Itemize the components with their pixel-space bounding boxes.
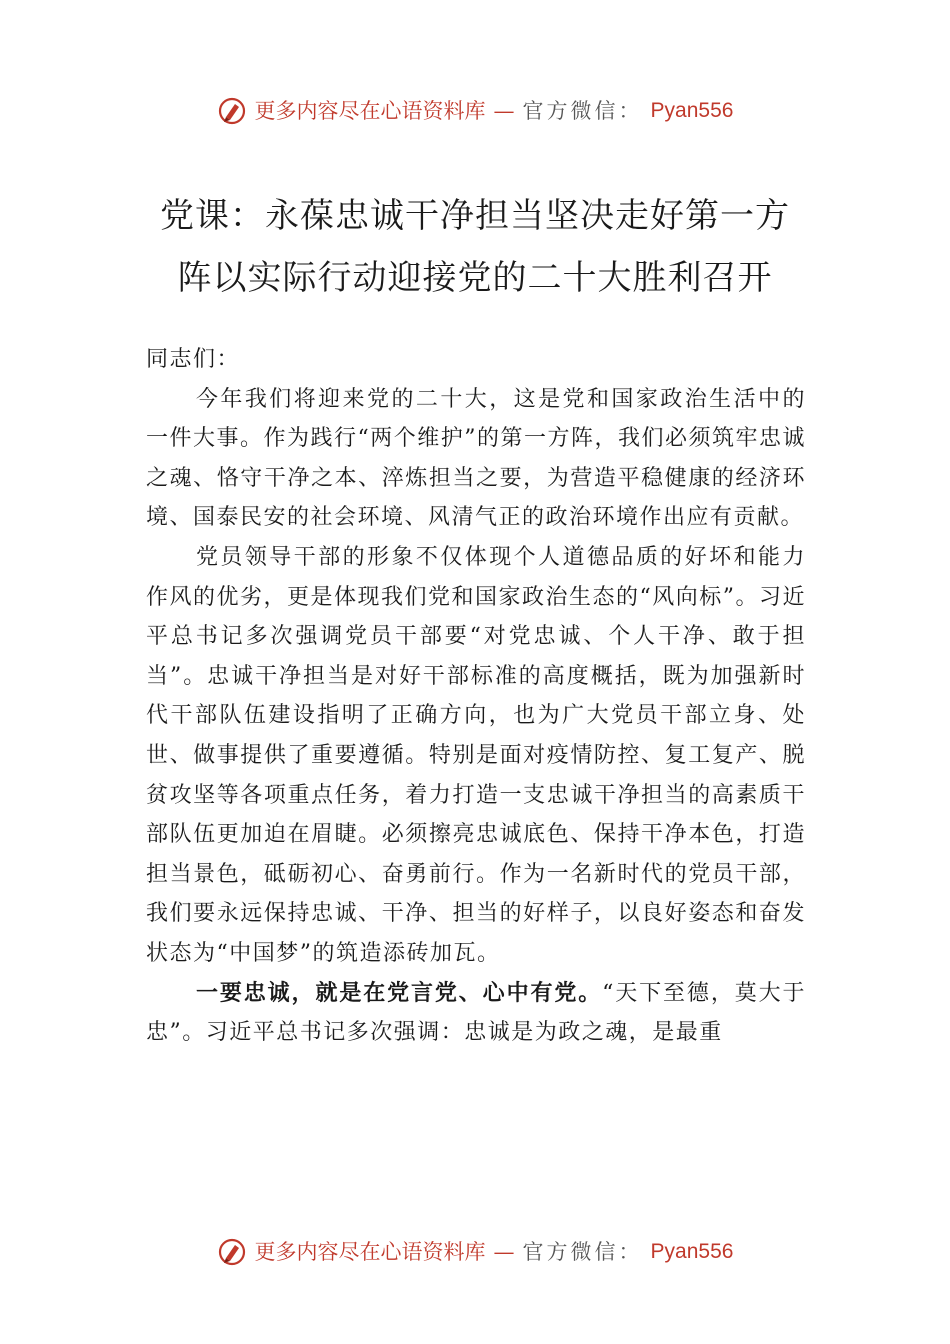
- title-line-1: 党课：永葆忠诚干净担当坚决走好第一方: [160, 196, 790, 236]
- paragraph-3: [146, 974, 806, 1053]
- document-title: [80, 185, 870, 309]
- banner-wechat-label: 官方微信：: [522, 99, 643, 123]
- paragraph-3-text: “天下至德，莫大于忠”。习近平总书记多次强调：忠诚是为政之魂，是最重: [146, 980, 806, 1046]
- title-line-2: 阵以实际行动迎接党的二十大胜利召开: [177, 258, 773, 298]
- paragraph-2: 党员领导干部的形象不仅体现个人道德品质的好坏和能力作风的优劣，更是体现我们党和国家政治生态的“风向标”。习近平总书记多次强调党员干部要“对党忠诚、个人干净、敢于担当”。忠诚干净担当是对好干部标准的高度概括，既为加强新时代干部队伍建设指明了正确方向，也为广大党员干部立身、处世、做事提供了重要遵循。特别是面对疫情防控、复工复产、脱贫攻坚等各项重点任务，着力打造一支忠诚干净担当的高素质干部队伍更加迫在眉睫。必须擦亮忠诚底色、保持干净本色，打造担当景色，砥砺初心、奋勇前行。作为一名新时代的党员干部，我们要永远保持忠诚、干净、担当的好样子，以良好姿态和奋发状态为“中国梦”的筑造添砖加瓦。: [146, 544, 806, 966]
- document-body: [146, 340, 806, 1053]
- footer-dash: —: [493, 1240, 515, 1264]
- salutation: 同志们：: [146, 347, 241, 372]
- paragraph-3-heading: 一要忠诚，就是在党言党、心中有党。: [196, 979, 603, 1006]
- header-banner: [0, 96, 950, 126]
- footer-wechat-id: Pyan556: [650, 1240, 734, 1263]
- paragraph-1: 今年我们将迎来党的二十大，这是党和国家政治生活中的一件大事。作为践行“两个维护”的第一方阵，我们必须筑牢忠诚之魂、恪守干净之本、淬炼担当之要，为营造平稳健康的经济环境、国泰民安的社会环境、风清气正的政治环境作出应有贡献。: [146, 386, 806, 531]
- banner-site-text: 更多内容尽在心语资料库: [254, 99, 486, 123]
- footer-wechat-label: 官方微信：: [522, 1240, 643, 1264]
- footer-banner: [0, 1237, 950, 1267]
- pen-nib-logo-icon: [217, 1237, 247, 1267]
- banner-dash: —: [493, 99, 515, 123]
- pen-nib-logo-icon: [217, 96, 247, 126]
- footer-site-text: 更多内容尽在心语资料库: [254, 1240, 486, 1264]
- banner-wechat-id: Pyan556: [650, 99, 734, 122]
